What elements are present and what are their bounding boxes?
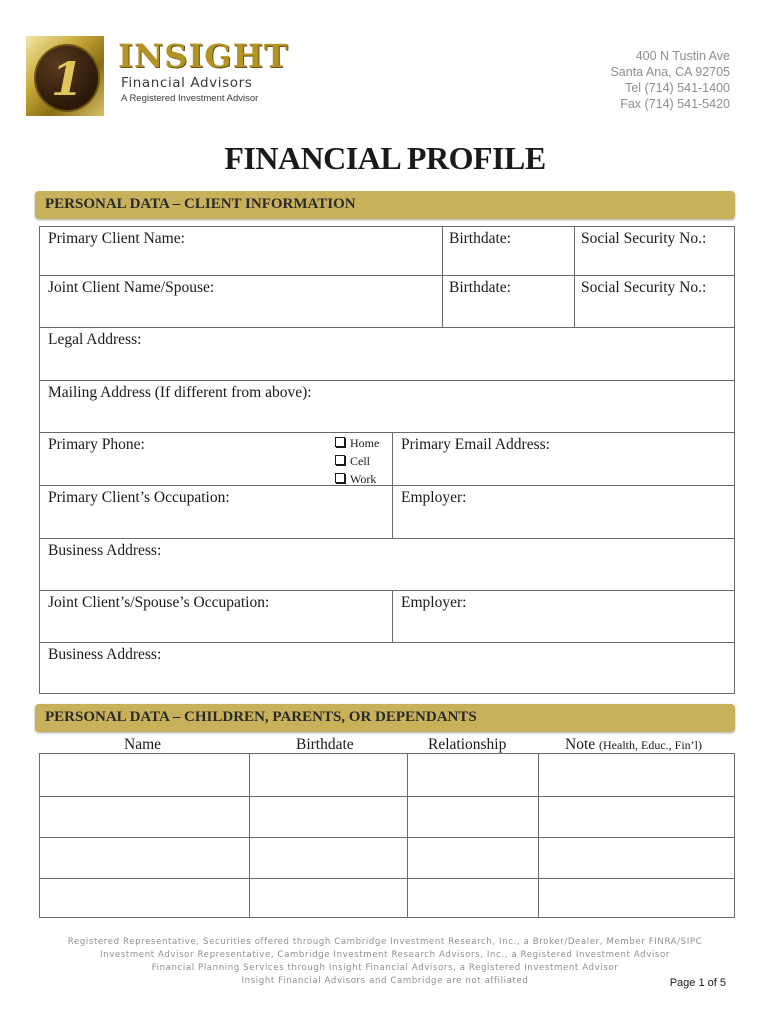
joint-employer-field[interactable]: Employer: bbox=[401, 594, 467, 611]
row-divider bbox=[40, 327, 734, 328]
checkbox-label: Work bbox=[350, 472, 377, 486]
logo-tagline: A Registered Investment Advisor bbox=[121, 93, 259, 104]
primary-occupation-field[interactable]: Primary Client’s Occupation: bbox=[48, 489, 230, 506]
address-fax: Fax (714) 541-5420 bbox=[620, 97, 730, 111]
footer-disclosure bbox=[0, 936, 770, 988]
phone-home-checkbox[interactable] bbox=[335, 436, 379, 451]
section-heading-label: PERSONAL DATA – CLIENT INFORMATION bbox=[45, 196, 356, 212]
address-street: 400 N Tustin Ave bbox=[635, 49, 730, 63]
address-tel: Tel (714) 541-1400 bbox=[625, 81, 730, 95]
column-header-note-detail: (Health, Educ., Fin’l) bbox=[599, 738, 702, 752]
logo-company-name: INSIGHT bbox=[118, 37, 289, 75]
dependants-table bbox=[39, 753, 735, 918]
company-logo bbox=[26, 36, 104, 116]
logo-subtitle: Financial Advisors bbox=[121, 75, 253, 91]
checkbox-label: Cell bbox=[350, 454, 370, 468]
column-header-note bbox=[565, 736, 702, 754]
client-information-form bbox=[39, 226, 735, 694]
column-divider bbox=[442, 227, 443, 327]
address-block bbox=[610, 48, 730, 112]
row-divider bbox=[40, 642, 734, 643]
column-divider bbox=[392, 432, 393, 538]
row-divider bbox=[40, 380, 734, 381]
table-column-divider bbox=[249, 754, 250, 917]
primary-birthdate-field[interactable]: Birthdate: bbox=[449, 230, 511, 247]
primary-employer-field[interactable]: Employer: bbox=[401, 489, 467, 506]
table-column-divider bbox=[538, 754, 539, 917]
legal-address-field[interactable]: Legal Address: bbox=[48, 331, 142, 348]
joint-ssn-field[interactable]: Social Security No.: bbox=[581, 279, 707, 296]
primary-business-address-field[interactable]: Business Address: bbox=[48, 542, 162, 559]
table-row-divider bbox=[40, 837, 734, 838]
section-heading-client-info bbox=[35, 191, 735, 219]
address-city: Santa Ana, CA 92705 bbox=[610, 65, 730, 79]
column-header-birthdate: Birthdate bbox=[296, 736, 354, 753]
section-heading-label: PERSONAL DATA – CHILDREN, PARENTS, OR DEPENDANTS bbox=[45, 709, 477, 725]
primary-email-field[interactable]: Primary Email Address: bbox=[401, 436, 550, 453]
page-title: FINANCIAL PROFILE bbox=[224, 140, 546, 176]
checkbox-icon bbox=[335, 437, 345, 447]
logo-numeral: 1 bbox=[50, 52, 83, 106]
mailing-address-field[interactable]: Mailing Address (If different from above): bbox=[48, 384, 312, 401]
column-header-note-label: Note bbox=[565, 736, 596, 753]
joint-occupation-field[interactable]: Joint Client’s/Spouse’s Occupation: bbox=[48, 594, 270, 611]
table-row-divider bbox=[40, 878, 734, 879]
column-header-name: Name bbox=[124, 736, 162, 753]
row-divider bbox=[40, 538, 734, 539]
column-divider bbox=[574, 227, 575, 327]
footer-line: Investment Advisor Representative, Cambridge Investment Research Advisors, Inc., a Registered Investment Advisor bbox=[100, 950, 670, 960]
checkbox-icon bbox=[335, 455, 345, 465]
column-divider bbox=[392, 590, 393, 642]
primary-client-name-field[interactable]: Primary Client Name: bbox=[48, 230, 185, 247]
footer-line: Financial Planning Services through Insight Financial Advisors, a Registered Investment Advisor bbox=[151, 963, 619, 973]
joint-birthdate-field[interactable]: Birthdate: bbox=[449, 279, 511, 296]
table-column-divider bbox=[407, 754, 408, 917]
page-number: Page 1 of 5 bbox=[669, 977, 726, 989]
primary-phone-field[interactable]: Primary Phone: bbox=[48, 436, 145, 453]
section-heading-dependants bbox=[35, 704, 735, 732]
row-divider bbox=[40, 275, 734, 276]
joint-business-address-field[interactable]: Business Address: bbox=[48, 646, 162, 663]
logo-emblem bbox=[34, 44, 100, 112]
row-divider bbox=[40, 485, 734, 486]
checkbox-label: Home bbox=[350, 436, 380, 450]
table-row-divider bbox=[40, 796, 734, 797]
column-header-relationship: Relationship bbox=[428, 736, 507, 753]
row-divider bbox=[40, 590, 734, 591]
checkbox-icon bbox=[335, 473, 345, 483]
joint-client-name-field[interactable]: Joint Client Name/Spouse: bbox=[48, 279, 215, 296]
footer-line: Insight Financial Advisors and Cambridge are not affiliated bbox=[241, 976, 529, 986]
primary-ssn-field[interactable]: Social Security No.: bbox=[581, 230, 707, 247]
phone-work-checkbox[interactable] bbox=[335, 472, 376, 487]
phone-cell-checkbox[interactable] bbox=[335, 454, 370, 469]
row-divider bbox=[40, 432, 734, 433]
footer-line: Registered Representative, Securities offered through Cambridge Investment Research, Inc., a Broker/Dealer, Member FINRA/SIPC bbox=[67, 937, 703, 947]
